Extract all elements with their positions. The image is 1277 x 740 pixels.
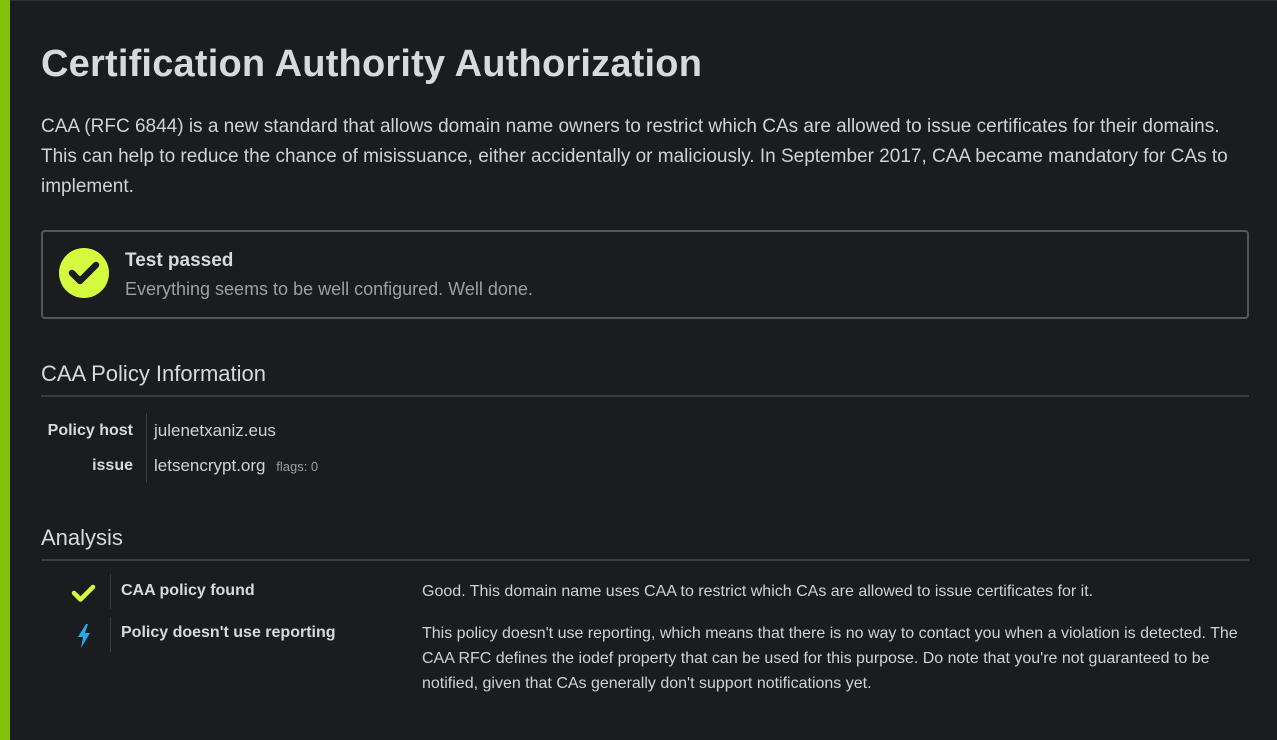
analysis-divider bbox=[110, 617, 111, 652]
policy-divider bbox=[146, 413, 147, 483]
accent-bar bbox=[0, 0, 10, 740]
policy-value-text: julenetxaniz.eus bbox=[154, 421, 276, 440]
check-circle-icon bbox=[59, 248, 109, 298]
caa-panel bbox=[10, 0, 1277, 740]
intro-text: CAA (RFC 6844) is a new standard that allows domain name owners to restrict which CAs are allowed to issue certificates for their domains. This can help to reduce the chance of misissuance, either accidentally or maliciously. In September 2017, CAA became mandatory for CAs to implement. bbox=[41, 116, 1228, 197]
page-title: Certification Authority Authorization bbox=[41, 43, 703, 85]
policy-key: issue bbox=[92, 457, 133, 474]
lightning-icon bbox=[71, 623, 97, 649]
result-subtitle: Everything seems to be well configured. Well done. bbox=[125, 279, 533, 299]
analysis-title: CAA policy found bbox=[121, 582, 255, 599]
analysis-description: Good. This domain name uses CAA to restrict which CAs are allowed to issue certificates for it. bbox=[422, 583, 1094, 600]
analysis-divider bbox=[110, 574, 111, 609]
analysis-title: Policy doesn't use reporting bbox=[121, 624, 336, 641]
policy-value-text: letsencrypt.org bbox=[154, 456, 266, 475]
result-title: Test passed bbox=[125, 250, 234, 271]
policy-value bbox=[154, 456, 318, 476]
policy-heading: CAA Policy Information bbox=[41, 361, 1249, 397]
policy-flags: flags: 0 bbox=[276, 459, 319, 474]
policy-key: Policy host bbox=[47, 422, 133, 439]
policy-value bbox=[154, 421, 276, 441]
analysis-description: This policy doesn't use reporting, which means that there is no way to contact you when a violation is detected. The CAA RFC defines the iodef property that can be used for this purpose. Do note that you're not guaranteed to be notified, given that CAs generally don't support notifications yet. bbox=[422, 625, 1238, 692]
analysis-heading: Analysis bbox=[41, 525, 1249, 561]
result-box bbox=[41, 230, 1249, 319]
check-icon bbox=[71, 580, 97, 606]
